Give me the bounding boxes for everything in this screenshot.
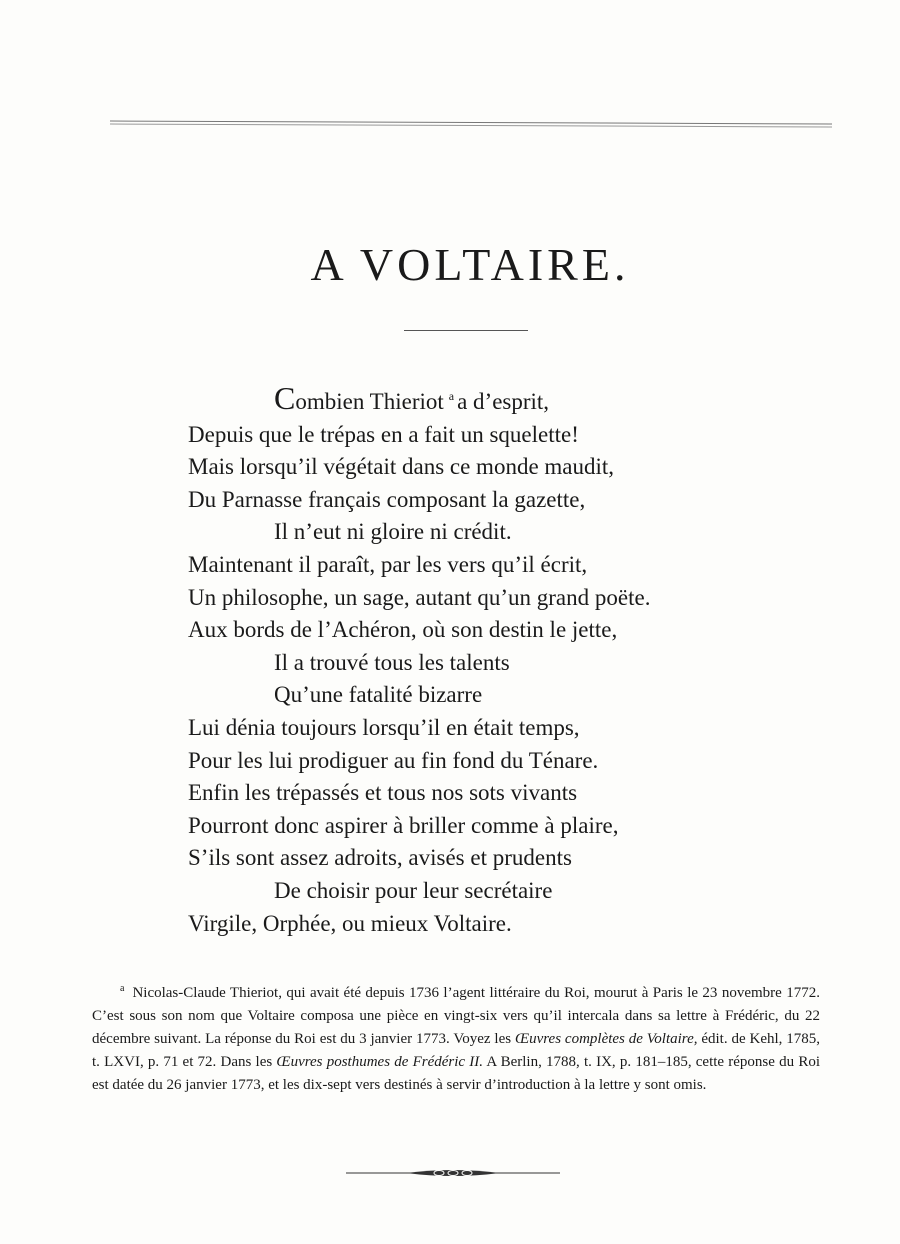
verse-1-part-a: ombien Thieriot	[295, 389, 444, 414]
footnote-text: A Berlin, 1788, t. IX, p. 181–185, cette réponse du Roi est datée du 26 janvier 1773, et les dix-sept vers destinés à servir d’introduction à la lettre y sont omis.	[92, 1054, 820, 1093]
verse: Il n’eut ni gloire ni crédit.	[274, 519, 512, 545]
verse: S’ils sont assez adroits, avisés et prudents	[188, 845, 572, 871]
verse: Virgile, Orphée, ou mieux Voltaire.	[188, 910, 512, 936]
verse: Qu’une fatalité bizarre	[274, 682, 483, 708]
poem	[188, 380, 808, 940]
verse: Mais lorsqu’il végétait dans ce monde maudit,	[188, 454, 615, 480]
verse-1-part-b: a d’esprit,	[457, 389, 550, 414]
footnote	[92, 977, 820, 1097]
footnote-mark: a	[120, 983, 125, 994]
verse: Enfin les trépassés et tous nos sots vivants	[188, 780, 578, 806]
page-title: A VOLTAIRE.	[310, 239, 630, 290]
verse: Lui dénia toujours lorsqu’il en était temps,	[188, 714, 580, 740]
verse: Pour les lui prodiguer au fin fond du Ténare.	[188, 747, 599, 773]
verse: De choisir pour leur secrétaire	[274, 877, 553, 903]
verse: Du Parnasse français composant la gazette,	[188, 486, 586, 512]
verse: Aux bords de l’Achéron, où son destin le jette,	[188, 617, 618, 643]
title-rule	[404, 330, 528, 331]
footnote-work-title: Œuvres posthumes de Frédéric II.	[276, 1054, 484, 1070]
verse: Pourront donc aspirer à briller comme à plaire,	[188, 812, 619, 838]
bottom-ornament	[346, 1166, 560, 1180]
verse-1	[188, 380, 808, 419]
verse: Maintenant il paraît, par les vers qu’il écrit,	[188, 551, 588, 577]
top-double-rule	[110, 118, 832, 130]
verse: Depuis que le trépas en a fait un squelette!	[188, 421, 579, 447]
note-reference: a	[448, 389, 455, 403]
verse: Il a trouvé tous les talents	[274, 649, 510, 675]
footnote-text: édit. de Kehl, 1785, t. LXVI, p. 71 et 72. Dans les	[92, 1031, 821, 1070]
verse: Un philosophe, un sage, autant qu’un grand poëte.	[188, 584, 651, 610]
first-letter: C	[274, 380, 296, 416]
footnote-text: Nicolas-Claude Thieriot, qui avait été depuis 1736 l’agent littéraire du Roi, mourut à Paris le 23 novembre 1772. C’est sous son nom que Voltaire composa une pièce en vingt-six vers qu’il intercala dans sa lettre à Frédéric, du 22 décembre suivant. La réponse du Roi est du 3 janvier 1773. Voyez les	[92, 985, 820, 1047]
footnote-work-title: Œuvres complètes de Voltaire,	[514, 1031, 698, 1047]
